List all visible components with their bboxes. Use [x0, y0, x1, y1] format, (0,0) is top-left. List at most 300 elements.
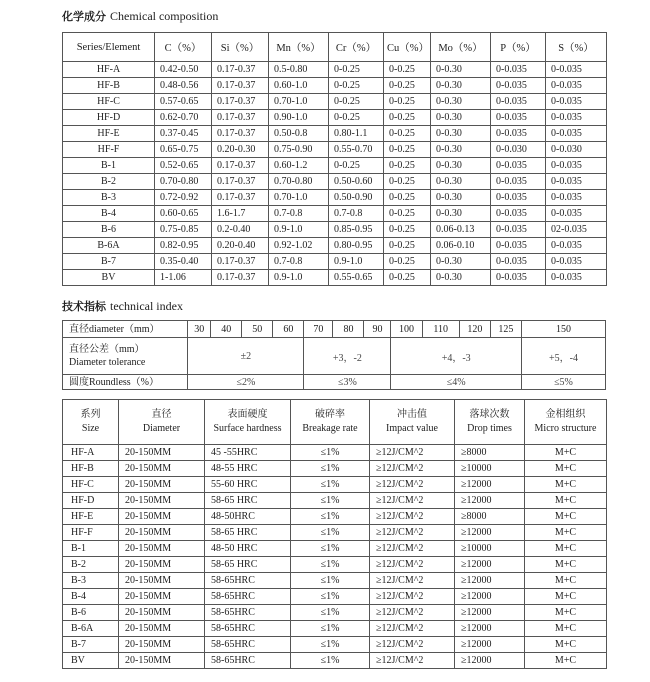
value-cell: 0.70-1.0 — [269, 94, 329, 110]
table-cell: 48-50 HRC — [205, 541, 291, 557]
table-cell: ≥12J/CM^2 — [370, 653, 455, 669]
value-cell: 0-0.25 — [384, 142, 431, 158]
table-cell: ≥12J/CM^2 — [370, 557, 455, 573]
table-row — [63, 222, 607, 238]
column-header-cn: 落球次数 — [469, 409, 510, 420]
value-cell: 0-0.25 — [329, 78, 384, 94]
value-cell: 0-0.25 — [384, 110, 431, 126]
value-cell: 0.9-1.0 — [269, 222, 329, 238]
column-header-cn: 破碎率 — [315, 409, 345, 420]
table-row — [63, 541, 607, 557]
value-cell: 0.7-0.8 — [269, 206, 329, 222]
table-cell: ≤1% — [291, 493, 370, 509]
value-cell: 0.82-0.95 — [155, 238, 212, 254]
table-cell: 20-150MM — [119, 461, 205, 477]
column-header — [119, 400, 205, 445]
value-cell: 0.55-0.70 — [329, 142, 384, 158]
value-cell: 0-0.25 — [329, 110, 384, 126]
table-cell: ≤1% — [291, 589, 370, 605]
value-cell: 0-0.30 — [431, 62, 491, 78]
value-cell: 0-0.25 — [384, 126, 431, 142]
value-cell: 0-0.25 — [384, 78, 431, 94]
column-header — [291, 400, 370, 445]
column-header-cn: 表面硬度 — [227, 409, 268, 420]
value-cell: 0-0.25 — [329, 62, 384, 78]
value-cell: 0.17-0.37 — [212, 174, 269, 190]
table-row — [63, 605, 607, 621]
column-header-cn: 金相组织 — [545, 409, 586, 420]
table-cell: BV — [63, 653, 119, 669]
table-cell: ≥12000 — [455, 637, 525, 653]
table-cell: B-7 — [63, 637, 119, 653]
table-cell: ≥12000 — [455, 557, 525, 573]
table-cell: B-6 — [63, 605, 119, 621]
grade-cell: B-3 — [63, 190, 155, 206]
column-header: P（%） — [491, 33, 546, 62]
roundless-label: 圆度Roundless（%） — [63, 375, 188, 390]
value-cell: 0-0.035 — [491, 62, 546, 78]
value-cell: 0.72-0.92 — [155, 190, 212, 206]
table-cell: B-4 — [63, 589, 119, 605]
value-cell: 0-0.035 — [546, 190, 607, 206]
table-cell: ≤1% — [291, 541, 370, 557]
table-row — [63, 653, 607, 669]
table-cell: ≤1% — [291, 653, 370, 669]
table-cell: 58-65 HRC — [205, 493, 291, 509]
table-cell: 55-60 HRC — [205, 477, 291, 493]
table-cell: ≤1% — [291, 621, 370, 637]
roundless-value: ≤5% — [521, 375, 605, 390]
value-cell: 0.2-0.40 — [212, 222, 269, 238]
value-cell: 0.60-0.65 — [155, 206, 212, 222]
value-cell: 0.70-1.0 — [269, 190, 329, 206]
grade-cell: BV — [63, 270, 155, 286]
column-header: Cu（%） — [384, 33, 431, 62]
table-cell: ≤1% — [291, 461, 370, 477]
table-cell: M+C — [525, 493, 607, 509]
diameter-value: 90 — [364, 321, 391, 338]
tolerance-value: +4，-3 — [391, 338, 522, 375]
table-row — [63, 509, 607, 525]
value-cell: 0.85-0.95 — [329, 222, 384, 238]
table-row — [63, 254, 607, 270]
column-header: C（%） — [155, 33, 212, 62]
table-row — [63, 126, 607, 142]
table-row — [63, 174, 607, 190]
table-cell: M+C — [525, 525, 607, 541]
table-cell: ≥12000 — [455, 589, 525, 605]
value-cell: 0.17-0.37 — [212, 110, 269, 126]
table-cell: 20-150MM — [119, 637, 205, 653]
diameter-value: 80 — [333, 321, 364, 338]
diameter-row — [63, 321, 606, 338]
table-row — [63, 206, 607, 222]
table-cell: ≥12J/CM^2 — [370, 525, 455, 541]
tolerance-label-cn: 直径公差（mm） — [69, 344, 145, 355]
value-cell: 0-0.25 — [384, 222, 431, 238]
table-row — [63, 557, 607, 573]
column-header — [205, 400, 291, 445]
grade-cell: B-6A — [63, 238, 155, 254]
table-cell: M+C — [525, 637, 607, 653]
value-cell: 0-0.035 — [546, 110, 607, 126]
value-cell: 0-0.30 — [431, 206, 491, 222]
table-row — [63, 445, 607, 461]
grade-cell: HF-D — [63, 110, 155, 126]
value-cell: 0-0.25 — [384, 254, 431, 270]
table-cell: 58-65HRC — [205, 589, 291, 605]
hardness-header-row — [63, 400, 607, 445]
table-row — [63, 589, 607, 605]
value-cell: 0.35-0.40 — [155, 254, 212, 270]
column-header-en: Surface hardness — [213, 423, 282, 434]
diameter-value: 120 — [459, 321, 490, 338]
value-cell: 0-0.035 — [546, 78, 607, 94]
column-header-cn: 冲击值 — [397, 409, 427, 420]
value-cell: 0.9-1.0 — [269, 270, 329, 286]
grade-cell: B-4 — [63, 206, 155, 222]
column-header-cn: 系列 — [80, 409, 101, 420]
table-cell: M+C — [525, 621, 607, 637]
value-cell: 0.75-0.90 — [269, 142, 329, 158]
table-cell: ≥12J/CM^2 — [370, 477, 455, 493]
value-cell: 0-0.25 — [384, 190, 431, 206]
table-cell: ≥12J/CM^2 — [370, 509, 455, 525]
table-cell: 45 -55HRC — [205, 445, 291, 461]
diameter-value: 70 — [304, 321, 333, 338]
value-cell: 0-0.30 — [431, 270, 491, 286]
table-cell: ≥12000 — [455, 477, 525, 493]
column-header-en: Diameter — [142, 423, 181, 434]
value-cell: 0-0.30 — [431, 158, 491, 174]
value-cell: 0.17-0.37 — [212, 270, 269, 286]
column-header — [525, 400, 607, 445]
diameter-value: 150 — [521, 321, 605, 338]
tolerance-value: +3，-2 — [304, 338, 391, 375]
diameter-value: 30 — [188, 321, 211, 338]
table-cell: ≥12J/CM^2 — [370, 589, 455, 605]
value-cell: 0.60-1.2 — [269, 158, 329, 174]
value-cell: 0.80-1.1 — [329, 126, 384, 142]
table-cell: B-1 — [63, 541, 119, 557]
column-header: S（%） — [546, 33, 607, 62]
grade-cell: B-2 — [63, 174, 155, 190]
table-cell: ≥10000 — [455, 461, 525, 477]
table-cell: 58-65 HRC — [205, 557, 291, 573]
column-header: Mo（%） — [431, 33, 491, 62]
table-row — [63, 190, 607, 206]
value-cell: 0.7-0.8 — [269, 254, 329, 270]
table-cell: 20-150MM — [119, 493, 205, 509]
grade-cell: B-6 — [63, 222, 155, 238]
table-cell: ≥10000 — [455, 541, 525, 557]
grade-cell: HF-F — [63, 142, 155, 158]
technical-title-cn: 技术指标 — [62, 300, 106, 313]
table-cell: ≤1% — [291, 509, 370, 525]
value-cell: 0-0.30 — [431, 190, 491, 206]
table-cell: ≥12000 — [455, 493, 525, 509]
table-cell: 20-150MM — [119, 605, 205, 621]
chemical-title-cn: 化学成分 — [62, 10, 106, 23]
value-cell: 0-0.25 — [329, 158, 384, 174]
value-cell: 0-0.30 — [431, 142, 491, 158]
value-cell: 0.55-0.65 — [329, 270, 384, 286]
value-cell: 0-0.035 — [546, 158, 607, 174]
value-cell: 0.17-0.37 — [212, 158, 269, 174]
column-header-en: Breakage rate — [302, 423, 358, 434]
grade-cell: B-7 — [63, 254, 155, 270]
table-cell: ≤1% — [291, 477, 370, 493]
technical-index-table — [62, 320, 606, 390]
tolerance-label-en: Diameter tolerance — [69, 357, 146, 368]
table-cell: ≥12000 — [455, 621, 525, 637]
table-cell: M+C — [525, 445, 607, 461]
chemical-composition-table — [62, 32, 607, 286]
tolerance-value: ±2 — [188, 338, 304, 375]
table-cell: ≥12J/CM^2 — [370, 621, 455, 637]
tolerance-label — [63, 338, 188, 375]
value-cell: 0.20-0.30 — [212, 142, 269, 158]
column-header-en: Impact value — [386, 423, 438, 434]
value-cell: 0.50-0.90 — [329, 190, 384, 206]
table-row — [63, 525, 607, 541]
table-cell: M+C — [525, 541, 607, 557]
table-cell: ≥12J/CM^2 — [370, 445, 455, 461]
value-cell: 0-0.035 — [546, 94, 607, 110]
table-cell: ≥12J/CM^2 — [370, 461, 455, 477]
value-cell: 0-0.035 — [491, 206, 546, 222]
table-cell: 58-65 HRC — [205, 525, 291, 541]
table-row — [63, 477, 607, 493]
table-row — [63, 110, 607, 126]
table-row — [63, 573, 607, 589]
table-cell: 58-65HRC — [205, 653, 291, 669]
value-cell: 0-0.30 — [431, 254, 491, 270]
grade-cell: HF-E — [63, 126, 155, 142]
grade-cell: HF-B — [63, 78, 155, 94]
table-row — [63, 461, 607, 477]
table-cell: 20-150MM — [119, 525, 205, 541]
table-cell: 48-50HRC — [205, 509, 291, 525]
table-row — [63, 78, 607, 94]
tolerance-row — [63, 338, 606, 375]
table-cell: M+C — [525, 589, 607, 605]
value-cell: 0.75-0.85 — [155, 222, 212, 238]
value-cell: 0.37-0.45 — [155, 126, 212, 142]
value-cell: 0.5-0.80 — [269, 62, 329, 78]
grade-cell: HF-C — [63, 94, 155, 110]
column-header-en: Size — [81, 423, 100, 434]
value-cell: 0-0.30 — [431, 174, 491, 190]
value-cell: 0.52-0.65 — [155, 158, 212, 174]
table-cell: 20-150MM — [119, 541, 205, 557]
column-header — [370, 400, 455, 445]
value-cell: 0.17-0.37 — [212, 190, 269, 206]
value-cell: 0.17-0.37 — [212, 126, 269, 142]
value-cell: 0.48-0.56 — [155, 78, 212, 94]
table-cell: 20-150MM — [119, 621, 205, 637]
value-cell: 0-0.25 — [384, 158, 431, 174]
value-cell: 0.57-0.65 — [155, 94, 212, 110]
table-cell: ≥12J/CM^2 — [370, 605, 455, 621]
table-cell: ≤1% — [291, 605, 370, 621]
table-row — [63, 94, 607, 110]
table-cell: ≥12J/CM^2 — [370, 637, 455, 653]
table-cell: ≥8000 — [455, 445, 525, 461]
table-cell: ≥12000 — [455, 573, 525, 589]
table-cell: 20-150MM — [119, 509, 205, 525]
hardness-table — [62, 399, 607, 669]
table-cell: ≤1% — [291, 445, 370, 461]
value-cell: 0.06-0.13 — [431, 222, 491, 238]
technical-title-en: technical index — [110, 299, 183, 313]
value-cell: 0-0.25 — [384, 62, 431, 78]
roundless-value: ≤2% — [188, 375, 304, 390]
column-header-en: Micro structure — [534, 423, 597, 434]
column-header: Si（%） — [212, 33, 269, 62]
table-row — [63, 142, 607, 158]
table-cell: 20-150MM — [119, 589, 205, 605]
table-cell: M+C — [525, 573, 607, 589]
value-cell: 0-0.25 — [384, 94, 431, 110]
value-cell: 0-0.035 — [491, 254, 546, 270]
table-cell: 20-150MM — [119, 557, 205, 573]
chemical-section-title — [62, 9, 218, 24]
table-row — [63, 493, 607, 509]
value-cell: 0-0.30 — [431, 78, 491, 94]
table-cell: ≥12000 — [455, 653, 525, 669]
diameter-value: 100 — [391, 321, 422, 338]
value-cell: 0.50-0.8 — [269, 126, 329, 142]
table-cell: 58-65HRC — [205, 605, 291, 621]
value-cell: 0-0.035 — [491, 270, 546, 286]
value-cell: 0.9-1.0 — [329, 254, 384, 270]
value-cell: 0-0.030 — [491, 142, 546, 158]
value-cell: 0.62-0.70 — [155, 110, 212, 126]
diameter-value: 125 — [490, 321, 521, 338]
value-cell: 0.17-0.37 — [212, 254, 269, 270]
table-row — [63, 637, 607, 653]
table-cell: 58-65HRC — [205, 621, 291, 637]
column-header: Mn（%） — [269, 33, 329, 62]
table-cell: 20-150MM — [119, 653, 205, 669]
table-cell: ≥12J/CM^2 — [370, 493, 455, 509]
value-cell: 0-0.035 — [546, 174, 607, 190]
table-cell: ≤1% — [291, 525, 370, 541]
value-cell: 0.70-0.80 — [269, 174, 329, 190]
diameter-value: 110 — [422, 321, 459, 338]
value-cell: 0.06-0.10 — [431, 238, 491, 254]
table-cell: ≥12000 — [455, 525, 525, 541]
table-cell: 20-150MM — [119, 477, 205, 493]
technical-section-title — [62, 299, 183, 314]
tolerance-value: +5，-4 — [521, 338, 605, 375]
value-cell: 02-0.035 — [546, 222, 607, 238]
table-cell: ≤1% — [291, 637, 370, 653]
table-cell: HF-E — [63, 509, 119, 525]
chemical-title-en: Chemical composition — [110, 9, 219, 23]
diameter-value: 50 — [242, 321, 273, 338]
table-cell: M+C — [525, 557, 607, 573]
value-cell: 0-0.25 — [329, 94, 384, 110]
value-cell: 0-0.035 — [546, 62, 607, 78]
value-cell: 0.60-1.0 — [269, 78, 329, 94]
table-cell: 20-150MM — [119, 445, 205, 461]
table-cell: M+C — [525, 605, 607, 621]
table-cell: ≥12J/CM^2 — [370, 541, 455, 557]
column-header — [63, 400, 119, 445]
table-cell: B-2 — [63, 557, 119, 573]
table-cell: HF-B — [63, 461, 119, 477]
roundless-row — [63, 375, 606, 390]
value-cell: 0-0.035 — [546, 126, 607, 142]
value-cell: 0-0.30 — [431, 110, 491, 126]
table-row — [63, 621, 607, 637]
table-cell: HF-D — [63, 493, 119, 509]
table-cell: ≤1% — [291, 557, 370, 573]
value-cell: 0.42-0.50 — [155, 62, 212, 78]
value-cell: 0.90-1.0 — [269, 110, 329, 126]
value-cell: 1.6-1.7 — [212, 206, 269, 222]
column-header — [455, 400, 525, 445]
column-header-en: Drop times — [467, 423, 512, 434]
roundless-value: ≤3% — [304, 375, 391, 390]
value-cell: 0-0.035 — [546, 270, 607, 286]
table-cell: M+C — [525, 509, 607, 525]
value-cell: 0-0.25 — [384, 206, 431, 222]
table-cell: 58-65HRC — [205, 637, 291, 653]
value-cell: 0-0.30 — [431, 94, 491, 110]
table-cell: M+C — [525, 477, 607, 493]
table-cell: 20-150MM — [119, 573, 205, 589]
grade-cell: B-1 — [63, 158, 155, 174]
value-cell: 0-0.035 — [546, 206, 607, 222]
table-cell: M+C — [525, 461, 607, 477]
value-cell: 0.17-0.37 — [212, 78, 269, 94]
value-cell: 0.7-0.8 — [329, 206, 384, 222]
value-cell: 0-0.035 — [491, 110, 546, 126]
value-cell: 0.65-0.75 — [155, 142, 212, 158]
value-cell: 0-0.035 — [491, 158, 546, 174]
column-header: Series/Element — [63, 33, 155, 62]
chemical-header-row — [63, 33, 607, 62]
table-cell: HF-C — [63, 477, 119, 493]
table-cell: B-6A — [63, 621, 119, 637]
column-header-cn: 直径 — [151, 409, 172, 420]
value-cell: 0-0.035 — [491, 78, 546, 94]
table-cell: B-3 — [63, 573, 119, 589]
table-row — [63, 62, 607, 78]
value-cell: 0-0.30 — [431, 126, 491, 142]
value-cell: 0-0.035 — [491, 222, 546, 238]
value-cell: 0-0.25 — [384, 270, 431, 286]
value-cell: 0.50-0.60 — [329, 174, 384, 190]
table-cell: ≥12000 — [455, 605, 525, 621]
value-cell: 0-0.25 — [384, 238, 431, 254]
value-cell: 0-0.035 — [491, 190, 546, 206]
grade-cell: HF-A — [63, 62, 155, 78]
table-cell: HF-F — [63, 525, 119, 541]
value-cell: 0-0.25 — [384, 174, 431, 190]
table-row — [63, 158, 607, 174]
table-cell: 48-55 HRC — [205, 461, 291, 477]
table-row — [63, 238, 607, 254]
value-cell: 0-0.035 — [491, 94, 546, 110]
table-cell: 58-65HRC — [205, 573, 291, 589]
column-header: Cr（%） — [329, 33, 384, 62]
table-cell: HF-A — [63, 445, 119, 461]
value-cell: 0.80-0.95 — [329, 238, 384, 254]
